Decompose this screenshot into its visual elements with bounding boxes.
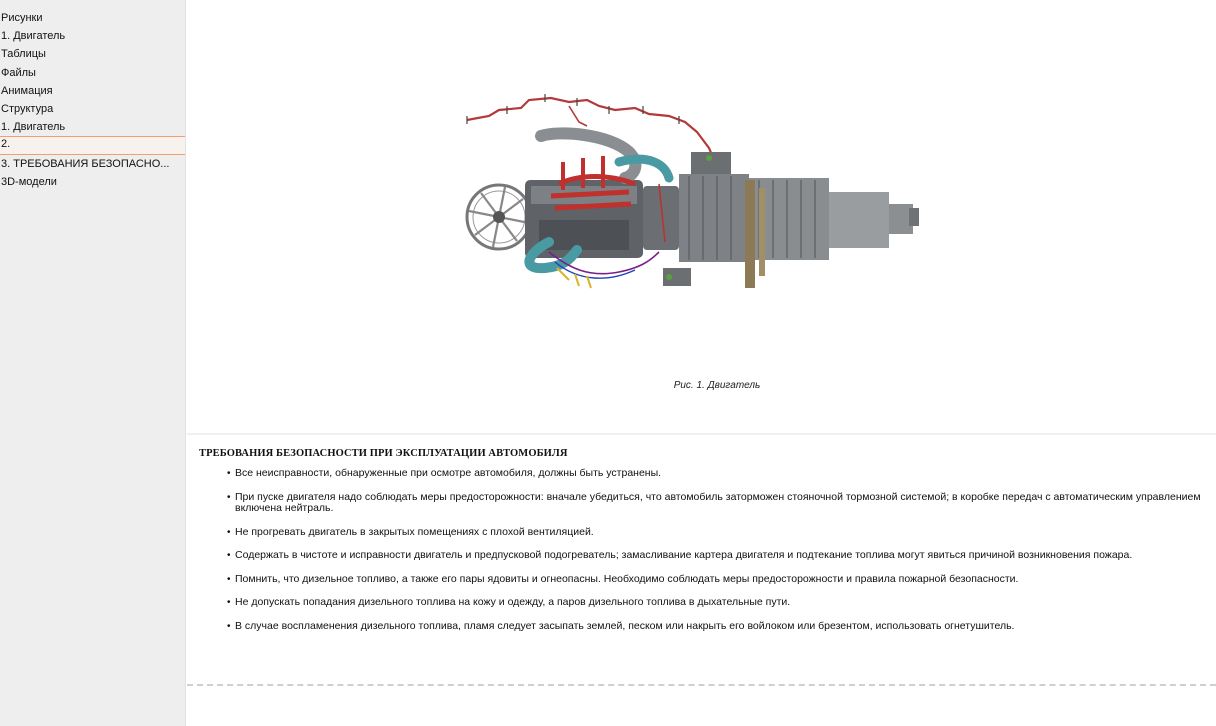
list-item-text: Содержать в чистоте и исправности двигатель и предпусковой подогреватель; замасливание картера двигателя и подтекание топлива могут явиться причиной возникновения пожара.: [235, 549, 1133, 561]
list-item: [199, 597, 1209, 609]
engine-model-image: [459, 92, 929, 297]
list-item: [199, 550, 1209, 562]
list-item-text: При пуске двигателя надо соблюдать меры предосторожности: вначале убедиться, что автомобиль заторможен стояночной тормозной системой; в коробке передач с автоматическим управлением включена нейтраль.: [235, 490, 1201, 514]
figure-caption: Рис. 1. Двигатель: [673, 380, 761, 391]
figure: [187, 0, 1216, 432]
sidebar-item-tables[interactable]: Таблицы: [1, 48, 46, 61]
sidebar-item-3d-models[interactable]: 3D-модели: [1, 175, 57, 188]
safety-section: [199, 448, 1209, 644]
section-divider: [187, 433, 1216, 435]
sidebar-nav: [0, 0, 186, 726]
sidebar-item-figures[interactable]: Рисунки: [1, 12, 43, 24]
list-item: [199, 574, 1209, 586]
sidebar-item-safety-requirements[interactable]: 3. ТРЕБОВАНИЯ БЕЗОПАСНО...: [1, 157, 170, 170]
sidebar-item-structure[interactable]: Структура: [1, 102, 54, 115]
list-item: [199, 468, 1209, 480]
content-pane: [187, 0, 1216, 726]
footer-divider: [187, 684, 1216, 686]
bullet-icon: •: [227, 526, 231, 538]
list-item: [199, 492, 1209, 515]
sidebar-item-section-2[interactable]: 2.: [0, 136, 185, 154]
list-item: [199, 621, 1209, 633]
section-heading: ТРЕБОВАНИЯ БЕЗОПАСНОСТИ ПРИ ЭКСПЛУАТАЦИИ АВТОМОБИЛЯ: [199, 448, 568, 459]
sidebar-item-figure-engine[interactable]: 1. Двигатель: [1, 30, 66, 43]
sidebar-item-files[interactable]: Файлы: [1, 66, 36, 79]
bullet-icon: •: [227, 573, 231, 585]
bullet-icon: •: [227, 491, 231, 503]
bullet-icon: •: [227, 550, 231, 561]
list-item-text: В случае воспламенения дизельного топлива, пламя следует засыпать землей, песком или накрыть его войлоком или брезентом, использовать огнетушитель.: [235, 619, 1015, 632]
list-item-text: Помнить, что дизельное топливо, а также его пары ядовиты и огнеопасны. Необходимо соблюдать меры предосторожности и правила пожарной безопасности.: [235, 572, 1019, 585]
bullet-icon: •: [227, 597, 231, 608]
safety-rules-list: [199, 468, 1209, 632]
sidebar-item-animation[interactable]: Анимация: [1, 84, 53, 97]
sidebar-item-structure-engine[interactable]: 1. Двигатель: [1, 121, 66, 134]
list-item: [199, 527, 1209, 539]
bullet-icon: •: [227, 468, 231, 479]
list-item-text: Все неисправности, обнаруженные при осмотре автомобиля, должны быть устранены.: [235, 467, 662, 479]
bullet-icon: •: [227, 620, 231, 632]
list-item-text: Не допускать попадания дизельного топлива на кожу и одежду, а паров дизельного топлива в дыхательные пути.: [235, 596, 791, 608]
list-item-text: Не прогревать двигатель в закрытых помещениях с плохой вентиляцией.: [235, 525, 594, 538]
